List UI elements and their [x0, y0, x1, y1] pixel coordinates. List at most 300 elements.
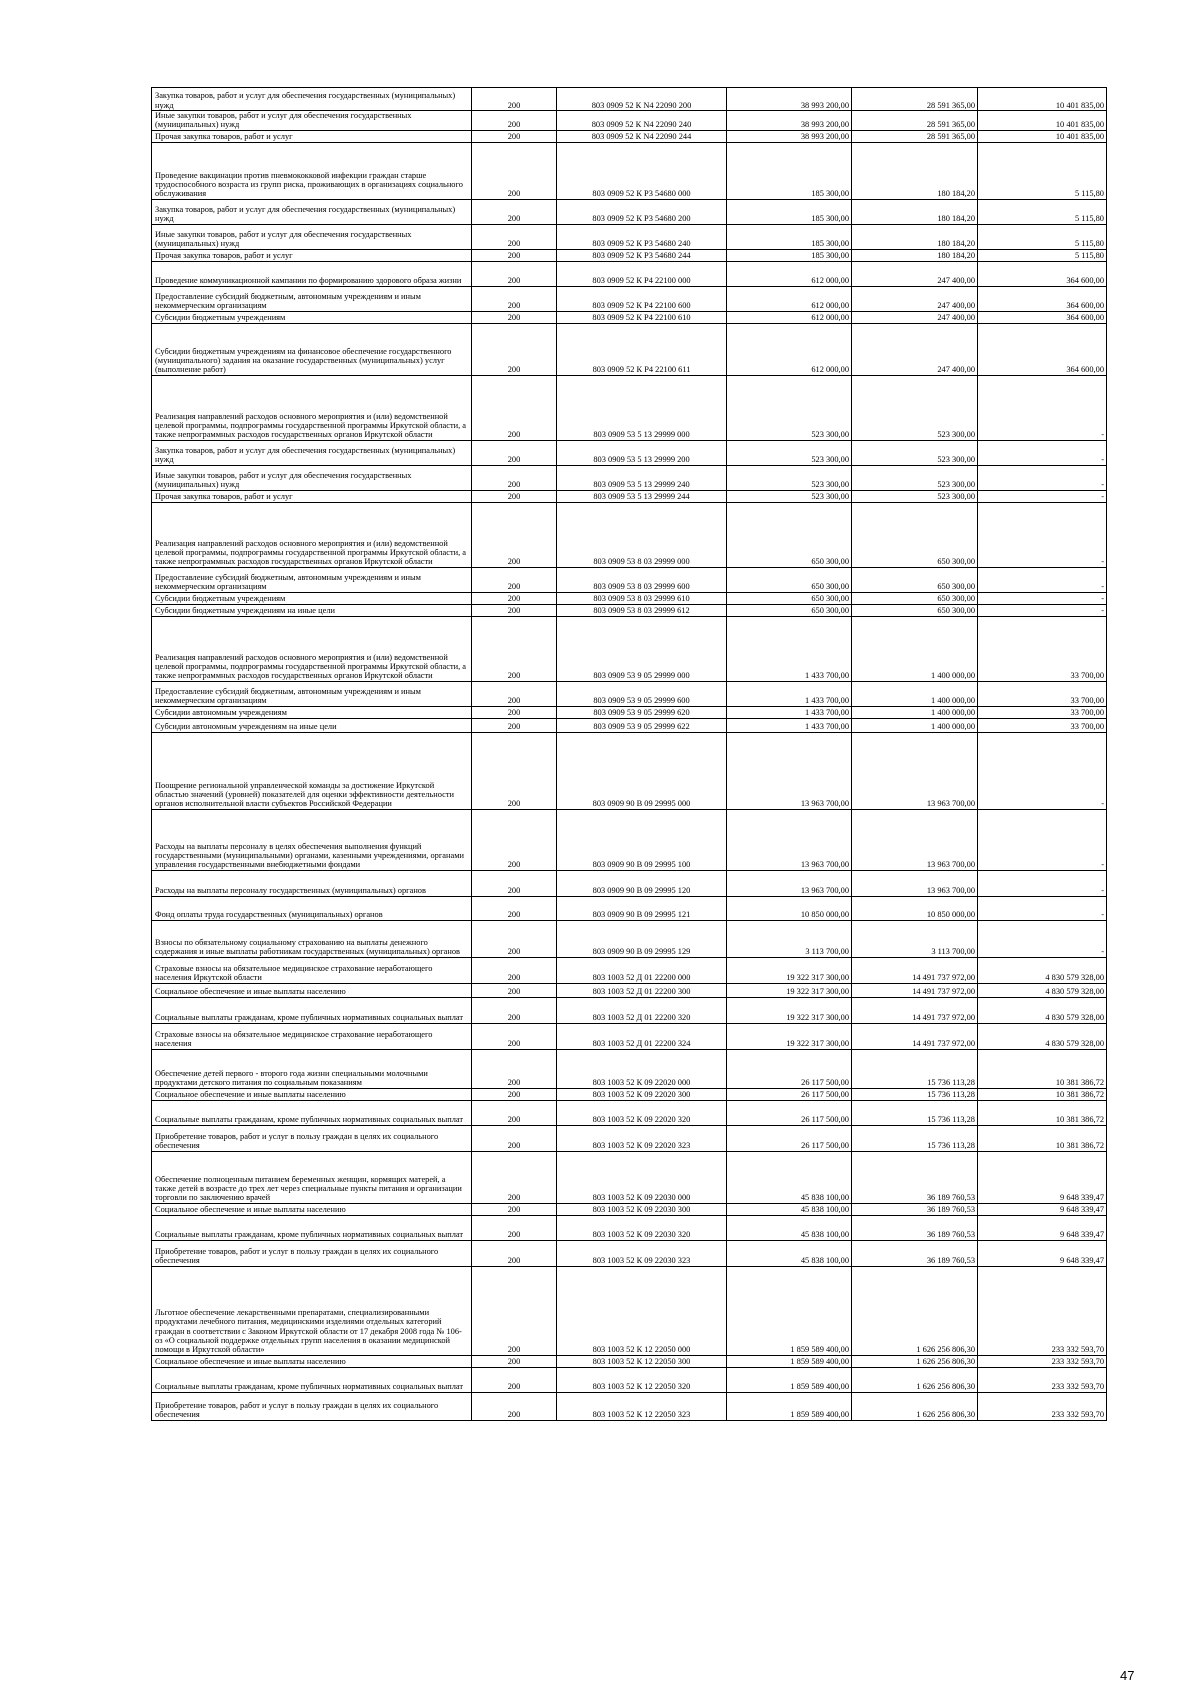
row-executed: 650 300,00 [852, 592, 978, 604]
row-unexecuted: - [978, 896, 1107, 920]
row-line-code: 200 [472, 1367, 557, 1392]
row-name: Приобретение товаров, работ и услуг в пользу граждан в целях их социального обеспечения [152, 1392, 472, 1420]
row-budget-code: 803 1003 52 Д 01 22200 300 [557, 983, 727, 997]
row-unexecuted: 33 700,00 [978, 706, 1107, 718]
row-budget-code: 803 0909 90 В 09 29995 100 [557, 809, 727, 870]
table-row [152, 809, 1107, 870]
row-line-code: 200 [472, 681, 557, 706]
row-executed: 36 189 760,53 [852, 1215, 978, 1240]
budget-execution-table [151, 87, 1107, 1421]
row-line-code: 200 [472, 732, 557, 809]
row-line-code: 200 [472, 1266, 557, 1355]
row-budget-code: 803 0909 53 8 03 29999 600 [557, 567, 727, 592]
row-executed: 247 400,00 [852, 311, 978, 323]
row-approved: 612 000,00 [727, 261, 852, 286]
table-row [152, 616, 1107, 681]
row-executed: 10 850 000,00 [852, 896, 978, 920]
row-executed: 180 184,20 [852, 199, 978, 224]
row-approved: 1 433 700,00 [727, 681, 852, 706]
row-line-code: 200 [472, 88, 557, 111]
row-budget-code: 803 0909 52 К Р4 22100 000 [557, 261, 727, 286]
row-budget-code: 803 0909 90 В 09 29995 120 [557, 870, 727, 896]
row-line-code: 200 [472, 490, 557, 502]
table-row [152, 957, 1107, 983]
table-row [152, 718, 1107, 732]
row-executed: 247 400,00 [852, 286, 978, 311]
row-line-code: 200 [472, 706, 557, 718]
row-name: Предоставление субсидий бюджетным, автономным учреждениям и иным некоммерческим организациям [152, 567, 472, 592]
row-budget-code: 803 1003 52 К 09 22030 320 [557, 1215, 727, 1240]
row-approved: 523 300,00 [727, 375, 852, 440]
row-name: Закупка товаров, работ и услуг для обеспечения государственных (муниципальных) нужд [152, 199, 472, 224]
row-executed: 28 591 365,00 [852, 88, 978, 111]
row-unexecuted: - [978, 490, 1107, 502]
row-line-code: 200 [472, 1049, 557, 1088]
row-budget-code: 803 0909 53 5 13 29999 244 [557, 490, 727, 502]
table-row [152, 920, 1107, 957]
row-approved: 650 300,00 [727, 502, 852, 567]
row-executed: 650 300,00 [852, 567, 978, 592]
row-name: Страховые взносы на обязательное медицинское страхование неработающего населения [152, 1023, 472, 1049]
table-row [152, 224, 1107, 249]
row-unexecuted: 10 381 386,72 [978, 1088, 1107, 1100]
row-approved: 523 300,00 [727, 440, 852, 465]
row-unexecuted: 10 401 835,00 [978, 111, 1107, 131]
row-line-code: 200 [472, 567, 557, 592]
row-line-code: 200 [472, 920, 557, 957]
row-line-code: 200 [472, 1125, 557, 1151]
table-row [152, 440, 1107, 465]
table-row [152, 732, 1107, 809]
row-budget-code: 803 0909 52 К Р4 22100 600 [557, 286, 727, 311]
row-unexecuted: 5 115,80 [978, 199, 1107, 224]
row-name: Поощрение региональной управленческой команды за достижение Иркутской областью значений (уровней) показателей для оценки эффективности деятельности органов исполнительной власти субъектов Российской Федерации [152, 732, 472, 809]
row-name: Закупка товаров, работ и услуг для обеспечения государственных (муниципальных) нужд [152, 440, 472, 465]
row-name: Социальные выплаты гражданам, кроме публичных нормативных социальных выплат [152, 1215, 472, 1240]
row-unexecuted: - [978, 604, 1107, 616]
row-line-code: 200 [472, 111, 557, 131]
row-budget-code: 803 0909 52 К Р3 54680 200 [557, 199, 727, 224]
row-unexecuted: 5 115,80 [978, 224, 1107, 249]
row-budget-code: 803 1003 52 К 09 22020 320 [557, 1100, 727, 1125]
table-row [152, 88, 1107, 111]
row-executed: 13 963 700,00 [852, 809, 978, 870]
row-line-code: 200 [472, 1088, 557, 1100]
row-line-code: 200 [472, 1100, 557, 1125]
row-unexecuted: 233 332 593,70 [978, 1367, 1107, 1392]
row-budget-code: 803 1003 52 К 12 22050 320 [557, 1367, 727, 1392]
table-row [152, 983, 1107, 997]
row-budget-code: 803 0909 90 В 09 29995 121 [557, 896, 727, 920]
row-budget-code: 803 0909 53 5 13 29999 200 [557, 440, 727, 465]
row-name: Предоставление субсидий бюджетным, автономным учреждениям и иным некоммерческим организациям [152, 681, 472, 706]
row-budget-code: 803 1003 52 К 09 22020 323 [557, 1125, 727, 1151]
table-row [152, 896, 1107, 920]
row-executed: 36 189 760,53 [852, 1151, 978, 1203]
row-name: Социальное обеспечение и иные выплаты населению [152, 983, 472, 997]
table-row [152, 706, 1107, 718]
row-name: Субсидии бюджетным учреждениям на иные цели [152, 604, 472, 616]
row-approved: 185 300,00 [727, 199, 852, 224]
row-line-code: 200 [472, 375, 557, 440]
row-line-code: 200 [472, 870, 557, 896]
row-unexecuted: 9 648 339,47 [978, 1203, 1107, 1215]
table-row [152, 323, 1107, 375]
table-row [152, 465, 1107, 490]
row-executed: 36 189 760,53 [852, 1203, 978, 1215]
row-unexecuted: - [978, 732, 1107, 809]
row-budget-code: 803 0909 52 К Р3 54680 240 [557, 224, 727, 249]
table-row [152, 286, 1107, 311]
row-budget-code: 803 0909 52 К Р4 22100 611 [557, 323, 727, 375]
row-unexecuted: - [978, 870, 1107, 896]
row-approved: 19 322 317 300,00 [727, 983, 852, 997]
table-row [152, 375, 1107, 440]
row-executed: 15 736 113,28 [852, 1049, 978, 1088]
row-name: Субсидии автономным учреждениям [152, 706, 472, 718]
row-name: Реализация направлений расходов основного мероприятия и (или) ведомственной целевой программы, подпрограммы государственной программы Иркутской области, а также непрограммных расходов государственных органов Иркутской области [152, 375, 472, 440]
row-budget-code: 803 0909 90 В 09 29995 129 [557, 920, 727, 957]
table-row [152, 1266, 1107, 1355]
row-executed: 1 400 000,00 [852, 718, 978, 732]
row-executed: 15 736 113,28 [852, 1125, 978, 1151]
table-row [152, 1367, 1107, 1392]
row-approved: 26 117 500,00 [727, 1100, 852, 1125]
row-unexecuted: 364 600,00 [978, 323, 1107, 375]
row-budget-code: 803 1003 52 К 12 22050 323 [557, 1392, 727, 1420]
row-executed: 1 626 256 806,30 [852, 1266, 978, 1355]
row-executed: 1 626 256 806,30 [852, 1355, 978, 1367]
row-unexecuted: 9 648 339,47 [978, 1215, 1107, 1240]
row-unexecuted: - [978, 592, 1107, 604]
row-line-code: 200 [472, 199, 557, 224]
row-unexecuted: 233 332 593,70 [978, 1355, 1107, 1367]
row-approved: 26 117 500,00 [727, 1125, 852, 1151]
table-row [152, 1088, 1107, 1100]
row-line-code: 200 [472, 261, 557, 286]
row-budget-code: 803 0909 52 К N4 22090 240 [557, 111, 727, 131]
row-budget-code: 803 0909 52 К Р3 54680 244 [557, 249, 727, 261]
page-number: 47 [1120, 1668, 1135, 1683]
row-name: Проведение вакцинации против пневмококковой инфекции граждан старше трудоспособного возраста из групп риска, проживающих в организациях социального обслуживания [152, 142, 472, 199]
row-unexecuted: 364 600,00 [978, 261, 1107, 286]
table-row [152, 199, 1107, 224]
row-budget-code: 803 0909 52 К Р4 22100 610 [557, 311, 727, 323]
row-line-code: 200 [472, 249, 557, 261]
row-approved: 185 300,00 [727, 249, 852, 261]
row-unexecuted: 5 115,80 [978, 142, 1107, 199]
row-approved: 650 300,00 [727, 567, 852, 592]
row-approved: 612 000,00 [727, 286, 852, 311]
row-unexecuted: 4 830 579 328,00 [978, 1023, 1107, 1049]
row-executed: 523 300,00 [852, 375, 978, 440]
row-budget-code: 803 1003 52 Д 01 22200 000 [557, 957, 727, 983]
table-row [152, 130, 1107, 142]
row-unexecuted: 10 401 835,00 [978, 88, 1107, 111]
row-name: Иные закупки товаров, работ и услуг для обеспечения государственных (муниципальных) нужд [152, 465, 472, 490]
row-unexecuted: 33 700,00 [978, 718, 1107, 732]
row-executed: 1 400 000,00 [852, 706, 978, 718]
row-budget-code: 803 0909 53 5 13 29999 240 [557, 465, 727, 490]
row-unexecuted: 4 830 579 328,00 [978, 957, 1107, 983]
row-name: Субсидии бюджетным учреждениям [152, 311, 472, 323]
row-approved: 38 993 200,00 [727, 111, 852, 131]
row-line-code: 200 [472, 1355, 557, 1367]
row-approved: 1 859 589 400,00 [727, 1367, 852, 1392]
row-line-code: 200 [472, 1203, 557, 1215]
row-unexecuted: 10 401 835,00 [978, 130, 1107, 142]
table-body [152, 88, 1107, 1421]
table-row [152, 1203, 1107, 1215]
row-approved: 45 838 100,00 [727, 1240, 852, 1266]
row-unexecuted: - [978, 465, 1107, 490]
row-budget-code: 803 0909 53 9 05 29999 622 [557, 718, 727, 732]
row-line-code: 200 [472, 997, 557, 1023]
row-executed: 523 300,00 [852, 490, 978, 502]
row-approved: 26 117 500,00 [727, 1049, 852, 1088]
row-approved: 19 322 317 300,00 [727, 997, 852, 1023]
row-approved: 1 433 700,00 [727, 718, 852, 732]
row-name: Субсидии автономным учреждениям на иные цели [152, 718, 472, 732]
row-approved: 38 993 200,00 [727, 88, 852, 111]
row-line-code: 200 [472, 592, 557, 604]
row-unexecuted: - [978, 567, 1107, 592]
table-row [152, 592, 1107, 604]
row-executed: 1 626 256 806,30 [852, 1392, 978, 1420]
row-line-code: 200 [472, 130, 557, 142]
table-row [152, 502, 1107, 567]
table-row [152, 1023, 1107, 1049]
row-budget-code: 803 0909 52 К Р3 54680 000 [557, 142, 727, 199]
row-unexecuted: 10 381 386,72 [978, 1125, 1107, 1151]
row-unexecuted: - [978, 375, 1107, 440]
row-name: Социальное обеспечение и иные выплаты населению [152, 1203, 472, 1215]
row-budget-code: 803 1003 52 К 09 22030 323 [557, 1240, 727, 1266]
row-executed: 13 963 700,00 [852, 870, 978, 896]
row-unexecuted: 10 381 386,72 [978, 1100, 1107, 1125]
table-row [152, 1215, 1107, 1240]
row-budget-code: 803 0909 90 В 09 29995 000 [557, 732, 727, 809]
row-budget-code: 803 1003 52 Д 01 22200 320 [557, 997, 727, 1023]
row-name: Иные закупки товаров, работ и услуг для обеспечения государственных (муниципальных) нужд [152, 224, 472, 249]
row-budget-code: 803 0909 53 8 03 29999 610 [557, 592, 727, 604]
table-row [152, 997, 1107, 1023]
row-executed: 15 736 113,28 [852, 1088, 978, 1100]
row-executed: 14 491 737 972,00 [852, 983, 978, 997]
row-executed: 14 491 737 972,00 [852, 997, 978, 1023]
row-budget-code: 803 0909 53 9 05 29999 620 [557, 706, 727, 718]
row-name: Проведение коммуникационной кампании по формированию здорового образа жизни [152, 261, 472, 286]
row-approved: 13 963 700,00 [727, 732, 852, 809]
row-approved: 1 433 700,00 [727, 706, 852, 718]
table-row [152, 1049, 1107, 1088]
row-executed: 14 491 737 972,00 [852, 957, 978, 983]
row-approved: 185 300,00 [727, 224, 852, 249]
row-approved: 10 850 000,00 [727, 896, 852, 920]
row-name: Фонд оплаты труда государственных (муниципальных) органов [152, 896, 472, 920]
row-approved: 45 838 100,00 [727, 1215, 852, 1240]
row-line-code: 200 [472, 1392, 557, 1420]
row-approved: 13 963 700,00 [727, 870, 852, 896]
row-budget-code: 803 1003 52 Д 01 22200 324 [557, 1023, 727, 1049]
row-executed: 1 626 256 806,30 [852, 1367, 978, 1392]
row-line-code: 200 [472, 286, 557, 311]
row-name: Обеспечение детей первого - второго года жизни специальными молочными продуктами детского питания по социальным показаниям [152, 1049, 472, 1088]
row-executed: 1 400 000,00 [852, 616, 978, 681]
row-unexecuted: 364 600,00 [978, 286, 1107, 311]
row-name: Прочая закупка товаров, работ и услуг [152, 130, 472, 142]
row-name: Предоставление субсидий бюджетным, автономным учреждениям и иным некоммерческим организациям [152, 286, 472, 311]
row-unexecuted: 10 381 386,72 [978, 1049, 1107, 1088]
row-name: Расходы на выплаты персоналу государственных (муниципальных) органов [152, 870, 472, 896]
row-name: Иные закупки товаров, работ и услуг для обеспечения государственных (муниципальных) нужд [152, 111, 472, 131]
row-unexecuted: 33 700,00 [978, 616, 1107, 681]
row-name: Льготное обеспечение лекарственными препаратами, специализированными продуктами лечебного питания, медицинскими изделиями отдельных категорий граждан в соответствии с Законом Иркутской области от 17 декабря 2008 года № 106-оз «О социальной поддержке отдельных групп населения в оказании медицинской помощи в Иркутской области» [152, 1266, 472, 1355]
row-line-code: 200 [472, 957, 557, 983]
row-line-code: 200 [472, 465, 557, 490]
row-executed: 180 184,20 [852, 224, 978, 249]
row-budget-code: 803 1003 52 К 09 22020 300 [557, 1088, 727, 1100]
row-executed: 3 113 700,00 [852, 920, 978, 957]
row-unexecuted: 4 830 579 328,00 [978, 983, 1107, 997]
row-name: Прочая закупка товаров, работ и услуг [152, 490, 472, 502]
row-budget-code: 803 0909 52 К N4 22090 200 [557, 88, 727, 111]
row-approved: 650 300,00 [727, 592, 852, 604]
row-line-code: 200 [472, 983, 557, 997]
row-name: Субсидии бюджетным учреждениям [152, 592, 472, 604]
table-row [152, 681, 1107, 706]
table-row [152, 1151, 1107, 1203]
row-unexecuted: - [978, 809, 1107, 870]
row-executed: 14 491 737 972,00 [852, 1023, 978, 1049]
row-budget-code: 803 1003 52 К 09 22020 000 [557, 1049, 727, 1088]
row-approved: 1 433 700,00 [727, 616, 852, 681]
row-budget-code: 803 0909 52 К N4 22090 244 [557, 130, 727, 142]
row-name: Реализация направлений расходов основного мероприятия и (или) ведомственной целевой программы, подпрограммы государственной программы Иркутской области, а также непрограммных расходов государственных органов Иркутской области [152, 616, 472, 681]
row-executed: 523 300,00 [852, 440, 978, 465]
row-executed: 523 300,00 [852, 465, 978, 490]
row-approved: 612 000,00 [727, 311, 852, 323]
row-approved: 13 963 700,00 [727, 809, 852, 870]
row-approved: 1 859 589 400,00 [727, 1266, 852, 1355]
table-row [152, 1392, 1107, 1420]
row-name: Социальное обеспечение и иные выплаты населению [152, 1355, 472, 1367]
table-row [152, 870, 1107, 896]
row-name: Приобретение товаров, работ и услуг в пользу граждан в целях их социального обеспечения [152, 1125, 472, 1151]
row-approved: 3 113 700,00 [727, 920, 852, 957]
row-unexecuted: - [978, 920, 1107, 957]
row-unexecuted: 233 332 593,70 [978, 1392, 1107, 1420]
row-executed: 1 400 000,00 [852, 681, 978, 706]
table-row [152, 1100, 1107, 1125]
row-line-code: 200 [472, 604, 557, 616]
row-approved: 38 993 200,00 [727, 130, 852, 142]
row-executed: 650 300,00 [852, 502, 978, 567]
row-budget-code: 803 0909 53 5 13 29999 000 [557, 375, 727, 440]
row-name: Взносы по обязательному социальному страхованию на выплаты денежного содержания и иные выплаты работникам государственных (муниципальных) органов [152, 920, 472, 957]
row-line-code: 200 [472, 502, 557, 567]
row-approved: 26 117 500,00 [727, 1088, 852, 1100]
table-row [152, 567, 1107, 592]
row-line-code: 200 [472, 440, 557, 465]
table-row [152, 1125, 1107, 1151]
table-row [152, 249, 1107, 261]
row-executed: 247 400,00 [852, 323, 978, 375]
row-approved: 185 300,00 [727, 142, 852, 199]
table-row [152, 1355, 1107, 1367]
row-executed: 36 189 760,53 [852, 1240, 978, 1266]
row-unexecuted: - [978, 502, 1107, 567]
row-unexecuted: 9 648 339,47 [978, 1151, 1107, 1203]
row-name: Закупка товаров, работ и услуг для обеспечения государственных (муниципальных) нужд [152, 88, 472, 111]
row-line-code: 200 [472, 1240, 557, 1266]
row-line-code: 200 [472, 896, 557, 920]
row-approved: 523 300,00 [727, 465, 852, 490]
row-approved: 19 322 317 300,00 [727, 1023, 852, 1049]
row-budget-code: 803 1003 52 К 09 22030 300 [557, 1203, 727, 1215]
row-line-code: 200 [472, 1215, 557, 1240]
row-executed: 180 184,20 [852, 249, 978, 261]
row-executed: 13 963 700,00 [852, 732, 978, 809]
row-budget-code: 803 0909 53 9 05 29999 000 [557, 616, 727, 681]
row-executed: 28 591 365,00 [852, 130, 978, 142]
row-approved: 523 300,00 [727, 490, 852, 502]
row-budget-code: 803 1003 52 К 12 22050 000 [557, 1266, 727, 1355]
row-line-code: 200 [472, 616, 557, 681]
row-name: Социальные выплаты гражданам, кроме публичных нормативных социальных выплат [152, 1367, 472, 1392]
row-approved: 612 000,00 [727, 323, 852, 375]
row-name: Социальное обеспечение и иные выплаты населению [152, 1088, 472, 1100]
row-approved: 1 859 589 400,00 [727, 1392, 852, 1420]
row-line-code: 200 [472, 323, 557, 375]
row-executed: 15 736 113,28 [852, 1100, 978, 1125]
row-budget-code: 803 1003 52 К 09 22030 000 [557, 1151, 727, 1203]
row-name: Страховые взносы на обязательное медицинское страхование неработающего населения Иркутской области [152, 957, 472, 983]
row-unexecuted: 5 115,80 [978, 249, 1107, 261]
row-executed: 650 300,00 [852, 604, 978, 616]
row-budget-code: 803 0909 53 8 03 29999 612 [557, 604, 727, 616]
row-budget-code: 803 1003 52 К 12 22050 300 [557, 1355, 727, 1367]
row-name: Обеспечение полноценным питанием беременных женщин, кормящих матерей, а также детей в возрасте до трех лет через специальные пункты питания и организации торговли по заключению врачей [152, 1151, 472, 1203]
row-line-code: 200 [472, 1023, 557, 1049]
row-unexecuted: - [978, 440, 1107, 465]
row-approved: 45 838 100,00 [727, 1151, 852, 1203]
row-line-code: 200 [472, 142, 557, 199]
row-name: Социальные выплаты гражданам, кроме публичных нормативных социальных выплат [152, 997, 472, 1023]
row-unexecuted: 4 830 579 328,00 [978, 997, 1107, 1023]
table-row [152, 142, 1107, 199]
row-approved: 45 838 100,00 [727, 1203, 852, 1215]
row-executed: 28 591 365,00 [852, 111, 978, 131]
row-executed: 180 184,20 [852, 142, 978, 199]
row-approved: 650 300,00 [727, 604, 852, 616]
row-name: Прочая закупка товаров, работ и услуг [152, 249, 472, 261]
row-name: Социальные выплаты гражданам, кроме публичных нормативных социальных выплат [152, 1100, 472, 1125]
row-line-code: 200 [472, 1151, 557, 1203]
row-unexecuted: 233 332 593,70 [978, 1266, 1107, 1355]
row-budget-code: 803 0909 53 9 05 29999 600 [557, 681, 727, 706]
table-row [152, 261, 1107, 286]
row-name: Субсидии бюджетным учреждениям на финансовое обеспечение государственного (муниципального) задания на оказание государственных (муниципальных) услуг (выполнение работ) [152, 323, 472, 375]
row-executed: 247 400,00 [852, 261, 978, 286]
row-unexecuted: 364 600,00 [978, 311, 1107, 323]
table-row [152, 604, 1107, 616]
row-name: Реализация направлений расходов основного мероприятия и (или) ведомственной целевой программы, подпрограммы государственной программы Иркутской области, а также непрограммных расходов государственных органов Иркутской области [152, 502, 472, 567]
row-name: Расходы на выплаты персоналу в целях обеспечения выполнения функций государственными (муниципальными) органами, казенными учреждениями, органами управления государственными внебюджетными фондами [152, 809, 472, 870]
table-row [152, 490, 1107, 502]
table-row [152, 111, 1107, 131]
row-line-code: 200 [472, 311, 557, 323]
